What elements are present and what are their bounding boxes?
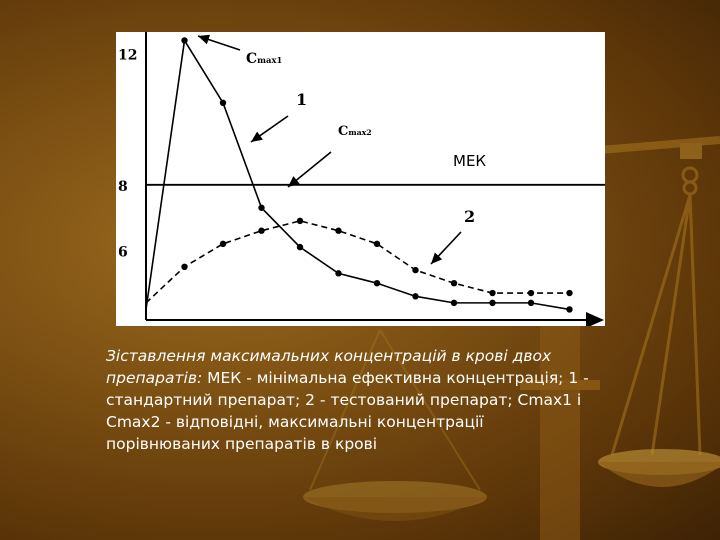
concentration-chart [116,32,605,326]
y-tick-label-6: 6 [118,244,128,261]
mec-label: МЕК [453,151,487,170]
data-point-series-2 [412,267,418,273]
data-point-series-1 [181,37,187,43]
annotation-label-4: 2 [464,207,476,226]
data-point-series-1 [374,280,380,286]
data-point-series-1 [489,300,495,306]
data-point-series-1 [451,300,457,306]
data-point-series-2 [374,241,380,247]
caption-lead: Зіставлення максимальних концентрацій в крові двох препаратів: [106,347,552,387]
annotation-arrow-1-head [198,35,210,44]
data-point-series-2 [489,290,495,296]
data-point-series-2 [335,228,341,234]
data-point-series-1 [220,100,226,106]
annotation-label-1: Cmax1 [246,51,283,67]
data-point-series-1 [566,306,572,312]
data-point-series-1 [258,205,264,211]
figure-caption [106,345,596,455]
data-point-series-2 [220,241,226,247]
data-point-series-2 [566,290,572,296]
data-point-series-2 [297,218,303,224]
chart-series [146,37,573,312]
data-point-series-2 [181,264,187,270]
caption-body: МЕК - мінімальна ефективна концентрація; 1 - стандартний препарат; 2 - тестований препарат; Cmax1 і Cmax2 - відповідні, максимальні концентрації порівнюваних препаратів в крові [106,369,589,453]
data-point-series-1 [335,270,341,276]
data-point-series-1 [528,300,534,306]
mec-reference-line [146,152,605,185]
y-tick-labels [118,48,137,261]
annotation-label-3: Cmax2 [338,124,372,139]
chart-panel [116,32,605,326]
series-line-1 [146,40,570,309]
series-line-2 [146,221,570,303]
x-axis-arrowhead [586,312,604,326]
data-point-series-1 [297,244,303,250]
data-point-series-2 [258,228,264,234]
annotation-label-2: 1 [296,90,308,109]
y-tick-label-8: 8 [118,178,128,195]
data-point-series-2 [451,280,457,286]
annotation-arrow-2-head [251,132,263,142]
data-point-series-2 [528,290,534,296]
data-point-series-1 [412,293,418,299]
y-tick-label-12: 12 [118,47,138,64]
